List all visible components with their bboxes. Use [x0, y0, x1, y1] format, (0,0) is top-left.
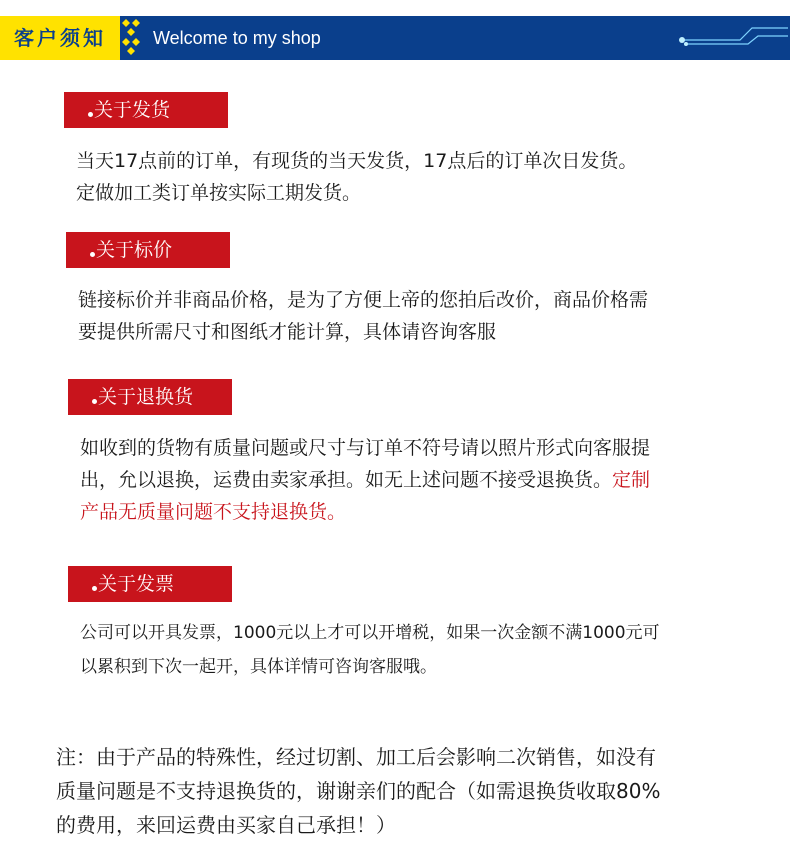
section-title: 关于标价 [96, 239, 173, 261]
text-line-normal: 出，允以退换，运费由卖家承担。如无上述问题不接受退换货。 [80, 469, 613, 491]
section-text-pricing [78, 284, 758, 348]
text-line: 定做加工类订单按实际工期发货。 [76, 182, 362, 204]
bullet-dot-icon [92, 399, 97, 404]
section-title: 关于退换货 [98, 386, 194, 408]
text-line: 当天17点前的订单，有现货的当天发货，17点后的订单次日发货。 [76, 150, 638, 172]
section-text-invoice [80, 616, 770, 684]
note-line: 质量问题是不支持退换货的，谢谢亲们的配合（如需退换货收取80% [56, 779, 661, 803]
header-label: 客户须知 [0, 16, 120, 60]
section-title: 关于发票 [98, 573, 175, 595]
section-badge-pricing [66, 232, 230, 268]
section-text-returns [80, 432, 760, 528]
section-badge-returns [68, 379, 232, 415]
text-line: 公司可以开具发票，1000元以上才可以开增税，如果一次金额不满1000元可 [80, 623, 660, 643]
section-badge-shipping [64, 92, 228, 128]
section-text-shipping [76, 145, 756, 209]
text-line [80, 464, 760, 496]
note-line: 注：由于产品的特殊性，经过切割、加工后会影响二次销售，如没有 [56, 745, 656, 769]
diamond-pattern-icon [121, 18, 143, 58]
custom-products-warning-cont: 产品无质量问题不支持退换货。 [80, 501, 347, 523]
custom-products-warning: 定制 [612, 469, 651, 491]
text-line: 以累积到下次一起开，具体详情可咨询客服哦。 [80, 657, 437, 677]
header-banner [0, 16, 790, 60]
bullet-dot-icon [90, 252, 95, 257]
circuit-decoration-icon [670, 16, 790, 60]
note-line: 的费用，来回运费由买家自己承担！） [56, 813, 396, 837]
section-title: 关于发货 [94, 99, 171, 121]
text-line: 要提供所需尺寸和图纸才能计算，具体请咨询客服 [78, 321, 497, 343]
text-line: 如收到的货物有质量问题或尺寸与订单不符号请以照片形式向客服提 [80, 437, 651, 459]
bullet-dot-icon [92, 586, 97, 591]
text-line: 链接标价并非商品价格，是为了方便上帝的您拍后改价，商品价格需 [78, 289, 649, 311]
header-welcome-text: Welcome to my shop [153, 28, 321, 48]
bullet-dot-icon [88, 112, 93, 117]
section-badge-invoice [68, 566, 232, 602]
footer-note [56, 740, 746, 842]
